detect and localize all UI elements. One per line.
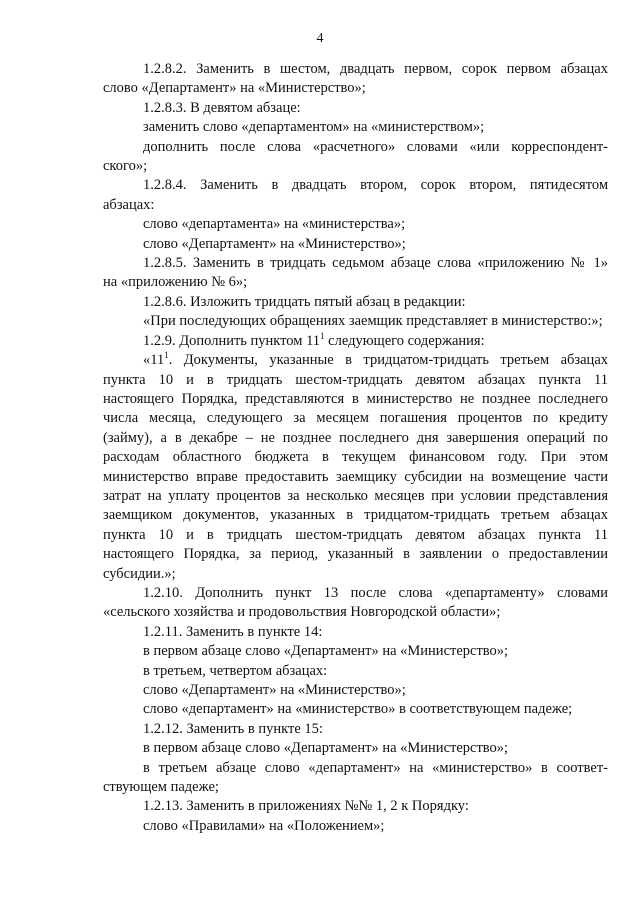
page-number: 4 [316, 31, 324, 46]
text-line: «сельского хозяйства и продовольствия Новгородской области»; [103, 604, 501, 621]
text-line: абзацах: [103, 196, 155, 213]
text-fragment: следующего содержания: [324, 332, 485, 349]
text-line: слово «Департамент» на «Министерство»; [143, 682, 406, 698]
text-line [103, 332, 608, 351]
text-fragment: 1.2.9. Дополнить пунктом 11 [143, 332, 321, 349]
text-line: 1.2.8.3. В девятом абзаце: [143, 99, 301, 116]
text-line: настоящего Порядка, за период, указанный в заявлении о предоставлении [103, 546, 608, 563]
text-line: 1.2.8.6. Изложить тридцать пятый абзац в редакции: [143, 293, 466, 310]
text-line: расходам областного бюджета в текущем финансовом году. При этом [103, 449, 608, 466]
text-line: слово «Правилами» на «Положением»; [143, 817, 385, 834]
text-line: в первом абзаце слово «Департамент» на «Министерство»; [143, 643, 509, 660]
superscript: 1 [320, 330, 325, 341]
document-body [103, 60, 608, 836]
text-line: субсидии.»; [103, 565, 176, 582]
text-line: 1.2.8.2. Заменить в шестом, двадцать первом, сорок первом абзацах [143, 61, 608, 77]
text-line: 1.2.8.4. Заменить в двадцать втором, сорок втором, пятидесятом [143, 177, 608, 194]
text-line [103, 351, 608, 370]
text-line: дополнить после слова «расчетного» словами «или корреспондент- [143, 138, 608, 155]
text-line: «При последующих обращениях заемщик представляет в министерство:»; [143, 313, 603, 330]
text-line: в третьем абзаце слово «департамент» на «министерство» в соответ- [143, 759, 608, 776]
text-line: числа месяца, следующего за месяцем погашения процентов по кредиту [103, 410, 608, 427]
text-line: в первом абзаце слово «Департамент» на «Министерство»; [143, 740, 509, 757]
text-line: слово «Департамент» на «Министерство»; [103, 80, 366, 97]
text-line: слово «департамента» на «министерства»; [143, 216, 406, 233]
text-line: (займу), а в декабре – не позднее последнего дня завершения операций по [103, 429, 608, 446]
text-line: слово «Департамент» на «Министерство»; [143, 235, 406, 252]
text-line: министерство вправе предоставить заемщику субсидии на возмещение части [103, 468, 608, 485]
superscript: 1 [164, 350, 169, 361]
text-fragment: «11 [143, 352, 165, 369]
text-line: 1.2.8.5. Заменить в тридцать седьмом абзаце слова «приложению № 1» [143, 255, 608, 272]
text-line: пункта 10 и в тридцать шестом-тридцать девятом абзацах пункта 11 [103, 371, 608, 388]
text-line: на «приложению № 6»; [103, 274, 248, 291]
text-line: затрат на уплату процентов за несколько месяцев при условии представления [103, 487, 608, 504]
text-line: в третьем, четвертом абзацах: [143, 662, 328, 679]
text-line: 1.2.11. Заменить в пункте 14: [143, 623, 323, 640]
text-line: заемщиком документов, указанных в тридцатом-тридцать третьем абзацах [103, 507, 608, 524]
text-line: настоящего Порядка, представляются в министерство не позднее последнего [103, 390, 608, 407]
text-line: заменить слово «департаментом» на «министерством»; [143, 119, 485, 136]
text-fragment: . Документы, указанные в тридцатом-тридцать третьем абзацах [168, 352, 608, 369]
text-line: ствующем падеже; [103, 779, 219, 796]
text-line: 1.2.13. Заменить в приложениях №№ 1, 2 к Порядку: [143, 798, 469, 815]
text-line: слово «департамент» на «министерство» в соответствующем падеже; [143, 701, 573, 718]
text-line: ского»; [103, 158, 148, 175]
text-line: пункта 10 и в тридцать шестом-тридцать девятом абзацах пункта 11 [103, 526, 608, 543]
text-line: 1.2.10. Дополнить пункт 13 после слова «департаменту» словами [143, 584, 608, 601]
text-line: 1.2.12. Заменить в пункте 15: [143, 720, 323, 737]
